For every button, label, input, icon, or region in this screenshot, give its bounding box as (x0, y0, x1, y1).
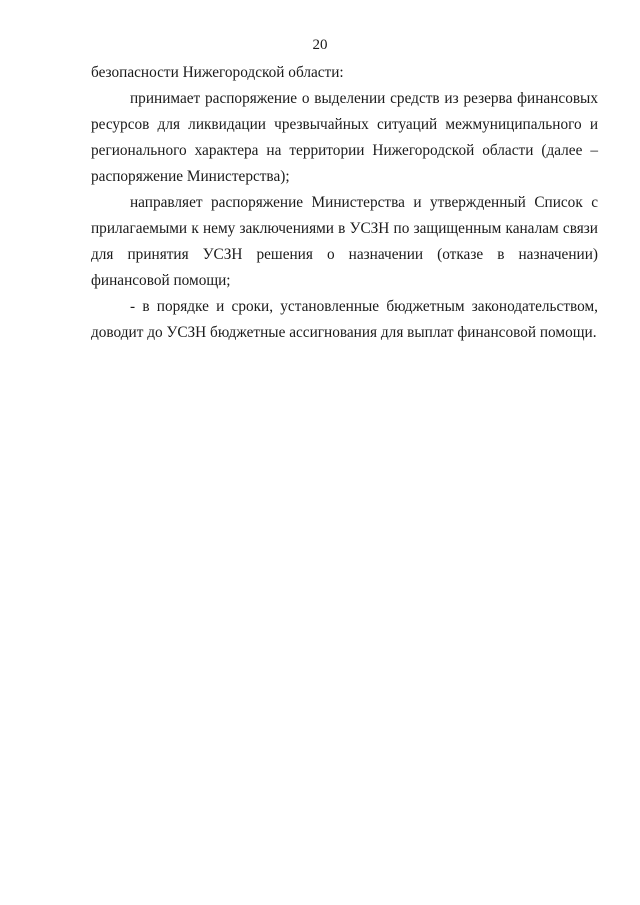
paragraph-budget-allocation: - в порядке и сроки, установленные бюджетным законодательством, доводит до УСЗН бюджетные ассигнования для выплат финансовой помощи. (91, 298, 598, 341)
paragraph-send-order: направляет распоряжение Министерства и утвержденный Список с прилагаемыми к нему заключениями в УСЗН по защищенным каналам связи для принятия УСЗН решения о назначении (отказе в назначении) финансовой помощи; (91, 194, 598, 289)
paragraph-order-decision: принимает распоряжение о выделении средств из резерва финансовых ресурсов для ликвидации чрезвычайных ситуаций межмуниципального и регионального характера на территории Нижегородской области (далее – распоряжение Министерства); (91, 90, 598, 185)
page-number: 20 (312, 37, 328, 53)
paragraph-continuation: безопасности Нижегородской области: (91, 64, 344, 81)
document-body (91, 60, 598, 346)
